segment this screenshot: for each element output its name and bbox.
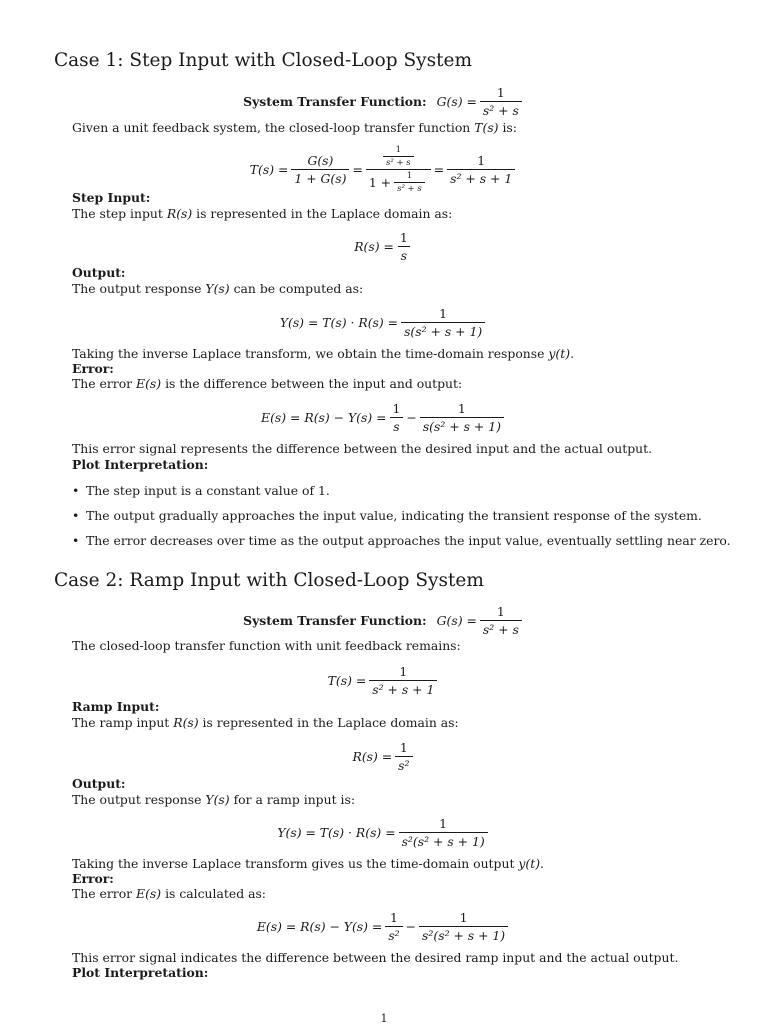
case1-inverse-text: Taking the inverse Laplace transform, we obtain the time-domain response y(t). bbox=[72, 346, 575, 361]
case1-closed-loop-equation bbox=[0, 145, 768, 194]
nested-fraction bbox=[366, 145, 431, 194]
numerator: 1 bbox=[439, 816, 448, 831]
numerator: 1 bbox=[399, 230, 408, 245]
denominator: s(s² + s + 1) bbox=[401, 322, 485, 339]
case1-error-heading: Error: bbox=[72, 361, 114, 376]
inner-fraction-top bbox=[383, 145, 414, 168]
numerator: G(s) bbox=[307, 153, 334, 168]
one-over-s bbox=[390, 401, 404, 434]
equals: = bbox=[433, 162, 445, 177]
case1-bullet-list bbox=[72, 483, 731, 558]
denominator: s² + s bbox=[480, 620, 522, 637]
ts-lhs: T(s) = bbox=[327, 673, 367, 688]
denominator: s² bbox=[385, 926, 402, 943]
text: Taking the inverse Laplace transform gives us the time-domain output bbox=[72, 856, 515, 871]
case2-error-signal-text: This error signal indicates the difference between the desired ramp input and the actual output. bbox=[72, 950, 679, 965]
numerator: 1 bbox=[459, 910, 468, 925]
gs-lhs: G(s) = bbox=[436, 613, 477, 628]
text: can be computed as: bbox=[233, 281, 364, 296]
numerator: 1 bbox=[496, 604, 505, 619]
numerator: 1 bbox=[406, 171, 413, 181]
numerator: 1 bbox=[392, 401, 401, 416]
case2-error-text bbox=[72, 886, 266, 901]
text: The step input is a constant value of 1. bbox=[86, 483, 330, 498]
equals: = bbox=[352, 162, 363, 177]
inline-math-ys: Y(s) bbox=[205, 792, 230, 807]
stf-label: System Transfer Function: bbox=[243, 613, 427, 628]
case1-error-signal-text: This error signal represents the difference between the desired input and the actual output. bbox=[72, 441, 653, 456]
gs-fraction bbox=[480, 85, 522, 118]
page-number: 1 bbox=[380, 1012, 388, 1025]
denominator: 1 + G(s) bbox=[291, 169, 349, 186]
case1-intro bbox=[72, 120, 517, 135]
case2-ramp-text bbox=[72, 715, 459, 730]
text: for a ramp input is: bbox=[233, 792, 356, 807]
case1-title: Case 1: Step Input with Closed-Loop System bbox=[54, 50, 473, 71]
minus: − bbox=[406, 410, 417, 425]
case1-step-laplace-equation bbox=[0, 230, 768, 263]
one-over-s2 bbox=[385, 910, 402, 943]
denominator: s² + s + 1 bbox=[369, 680, 437, 697]
denominator: s bbox=[390, 417, 402, 434]
case2-inverse-text: Taking the inverse Laplace transform gives us the time-domain output y(t). bbox=[72, 856, 544, 871]
case1-output-heading: Output: bbox=[72, 265, 126, 280]
numerator: 1 bbox=[390, 910, 398, 925]
ts-lhs: T(s) = bbox=[249, 162, 289, 177]
case2-output-heading: Output: bbox=[72, 776, 126, 791]
case1-error-equation bbox=[0, 401, 768, 434]
one-plus: 1 + bbox=[368, 175, 392, 190]
list-item bbox=[72, 483, 731, 508]
case2-ramp-heading: Ramp Input: bbox=[72, 699, 160, 714]
minus: − bbox=[405, 919, 417, 934]
one-over-s bbox=[397, 230, 411, 263]
inline-math-rs: R(s) bbox=[166, 206, 193, 221]
rs-lhs: R(s) = bbox=[352, 749, 393, 764]
case2-ramp-laplace-equation bbox=[0, 740, 768, 773]
denominator: s² + s bbox=[383, 156, 414, 168]
inner-fraction-bottom bbox=[394, 171, 425, 194]
g-over-1plusg bbox=[291, 153, 349, 186]
closed-loop-fraction bbox=[447, 153, 515, 186]
case2-output-equation bbox=[0, 816, 768, 849]
output-fraction bbox=[419, 910, 508, 943]
numerator: 1 bbox=[477, 153, 486, 168]
case1-output-equation bbox=[0, 306, 768, 339]
denominator: s²(s² + s + 1) bbox=[399, 832, 488, 849]
es-lhs: E(s) = R(s) − Y(s) = bbox=[261, 410, 387, 425]
bullet-icon: • bbox=[72, 483, 80, 498]
inline-math-yt: y(t) bbox=[548, 346, 571, 361]
numerator: 1 bbox=[399, 740, 408, 755]
case2-error-equation bbox=[0, 910, 768, 943]
denominator: s²(s² + s + 1) bbox=[419, 926, 508, 943]
intro-end: is: bbox=[502, 120, 517, 135]
denominator: s² bbox=[395, 756, 412, 773]
text: is calculated as: bbox=[165, 886, 266, 901]
closed-loop-fraction bbox=[369, 664, 437, 697]
numerator: 1 bbox=[496, 85, 505, 100]
output-fraction bbox=[420, 401, 504, 434]
bullet-icon: • bbox=[72, 533, 80, 548]
one-over-s2 bbox=[395, 740, 412, 773]
ys-lhs: Y(s) = T(s) · R(s) = bbox=[277, 825, 396, 840]
inline-math-yt: y(t) bbox=[518, 856, 541, 871]
output-fraction bbox=[399, 816, 488, 849]
denominator: s bbox=[398, 246, 410, 263]
numerator: 1 bbox=[457, 401, 466, 416]
text: The ramp input bbox=[72, 715, 170, 730]
inline-math-es: E(s) bbox=[136, 886, 162, 901]
inline-math-ys: Y(s) bbox=[205, 281, 230, 296]
text: The output gradually approaches the input value, indicating the transient response of the system. bbox=[86, 508, 702, 523]
case1-step-heading: Step Input: bbox=[72, 190, 151, 205]
text: The output response bbox=[72, 792, 202, 807]
case2-title: Case 2: Ramp Input with Closed-Loop System bbox=[54, 570, 484, 591]
text: is represented in the Laplace domain as: bbox=[196, 206, 453, 221]
text: The output response bbox=[72, 281, 202, 296]
es-lhs: E(s) = R(s) − Y(s) = bbox=[256, 919, 383, 934]
numerator: 1 bbox=[399, 664, 408, 679]
ys-lhs: Y(s) = T(s) · R(s) = bbox=[279, 315, 399, 330]
denominator: s² + s bbox=[480, 101, 522, 118]
text: The error decreases over time as the output approaches the input value, eventually settling near zero. bbox=[86, 533, 731, 548]
text: Taking the inverse Laplace transform, we obtain the time-domain response bbox=[72, 346, 545, 361]
gs-lhs: G(s) = bbox=[436, 94, 477, 109]
denominator: s(s² + s + 1) bbox=[420, 417, 504, 434]
numerator: 1 bbox=[395, 145, 402, 155]
list-item bbox=[72, 533, 731, 558]
text: The error bbox=[72, 886, 133, 901]
case2-output-text bbox=[72, 792, 355, 807]
text: is represented in the Laplace domain as: bbox=[202, 715, 459, 730]
denominator: s² + s bbox=[394, 182, 425, 194]
denominator: s² + s + 1 bbox=[447, 169, 515, 186]
case1-error-text bbox=[72, 376, 462, 391]
case2-closed-loop-equation bbox=[0, 664, 768, 697]
case2-plot-heading: Plot Interpretation: bbox=[72, 965, 209, 980]
case2-intro: The closed-loop transfer function with unit feedback remains: bbox=[72, 638, 461, 653]
inline-math-es: E(s) bbox=[136, 376, 162, 391]
numerator: 1 bbox=[439, 306, 448, 321]
case1-output-text bbox=[72, 281, 363, 296]
stf-label: System Transfer Function: bbox=[243, 94, 427, 109]
case1-step-text bbox=[72, 206, 452, 221]
gs-fraction bbox=[480, 604, 522, 637]
case1-system-transfer-function bbox=[0, 85, 768, 118]
output-fraction bbox=[401, 306, 485, 339]
inline-math-ts: T(s) bbox=[474, 120, 499, 135]
case2-error-heading: Error: bbox=[72, 871, 114, 886]
case2-system-transfer-function bbox=[0, 604, 768, 637]
text: The error bbox=[72, 376, 133, 391]
bullet-icon: • bbox=[72, 508, 80, 523]
inline-math-rs: R(s) bbox=[173, 715, 199, 730]
text: is the difference between the input and output: bbox=[165, 376, 463, 391]
rs-lhs: R(s) = bbox=[354, 239, 394, 254]
text: The step input bbox=[72, 206, 163, 221]
case1-plot-heading: Plot Interpretation: bbox=[72, 457, 209, 472]
intro-text: Given a unit feedback system, the closed-loop transfer function bbox=[72, 120, 471, 135]
list-item bbox=[72, 508, 731, 533]
